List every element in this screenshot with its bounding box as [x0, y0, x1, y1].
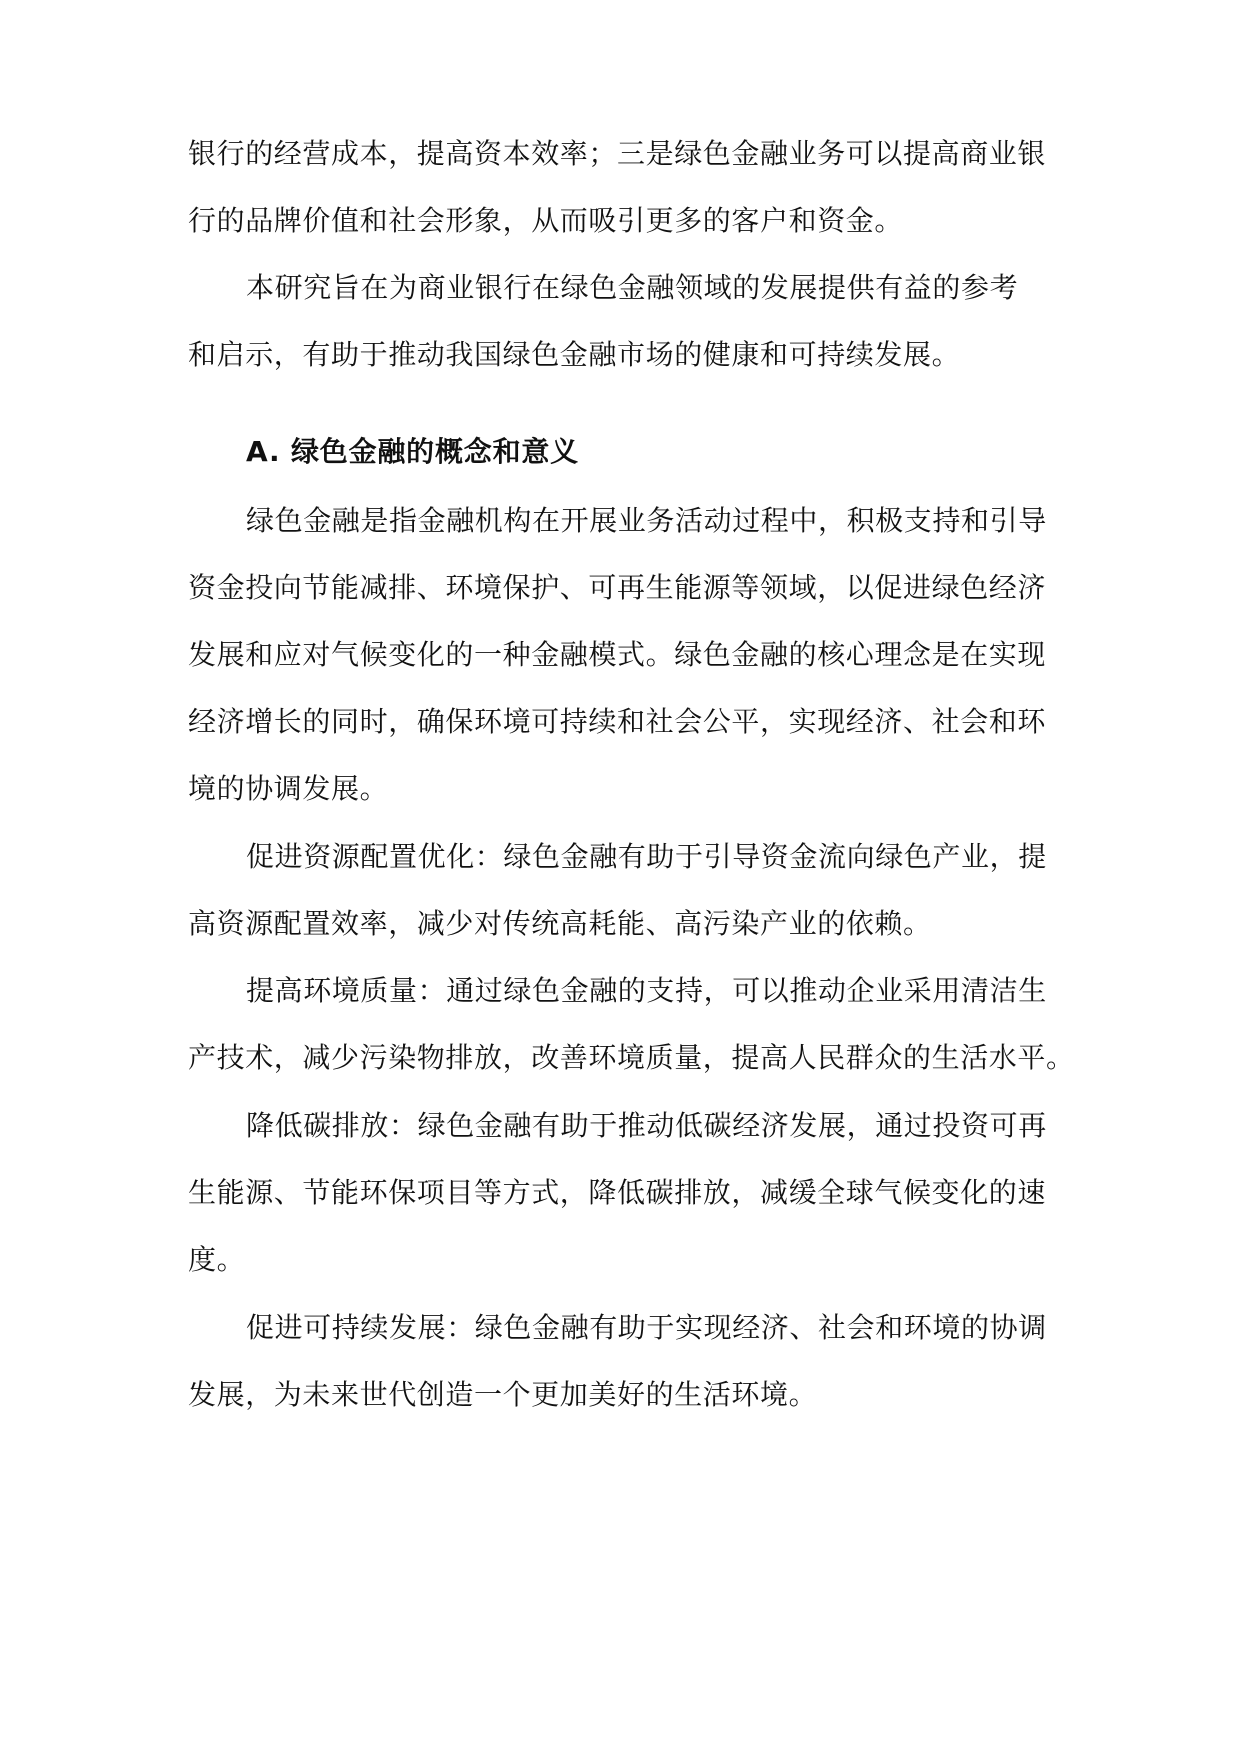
- paragraph-line: 降低碳排放：绿色金融有助于推动低碳经济发展，通过投资可再: [246, 1109, 1047, 1142]
- paragraph-line: 高资源配置效率，减少对传统高耗能、高污染产业的依赖。: [188, 907, 932, 940]
- section-heading: A. 绿色金融的概念和意义: [246, 435, 579, 468]
- paragraph-line: 促进资源配置优化：绿色金融有助于引导资金流向绿色产业，提: [246, 840, 1047, 873]
- paragraph-line: 资金投向节能减排、环境保护、可再生能源等领域，以促进绿色经济: [188, 571, 1047, 604]
- paragraph-line: 银行的经营成本，提高资本效率；三是绿色金融业务可以提高商业银: [188, 137, 1047, 170]
- paragraph-line: 促进可持续发展：绿色金融有助于实现经济、社会和环境的协调: [246, 1311, 1047, 1344]
- paragraph-line: 行的品牌价值和社会形象，从而吸引更多的客户和资金。: [188, 204, 904, 237]
- paragraph-line: 发展，为未来世代创造一个更加美好的生活环境。: [188, 1378, 818, 1411]
- paragraph-line: 和启示，有助于推动我国绿色金融市场的健康和可持续发展。: [188, 338, 961, 371]
- paragraph-line: 提高环境质量：通过绿色金融的支持，可以推动企业采用清洁生: [246, 974, 1047, 1007]
- document-page: [188, 0, 1075, 1754]
- paragraph-line: 发展和应对气候变化的一种金融模式。绿色金融的核心理念是在实现: [188, 638, 1047, 671]
- paragraph-line: 本研究旨在为商业银行在绿色金融领域的发展提供有益的参考: [246, 271, 1019, 304]
- paragraph-line: 绿色金融是指金融机构在开展业务活动过程中，积极支持和引导: [246, 504, 1047, 537]
- paragraph-line: 度。: [188, 1243, 246, 1276]
- paragraph-line: 经济增长的同时，确保环境可持续和社会公平，实现经济、社会和环: [188, 705, 1047, 738]
- paragraph-line: 产技术，减少污染物排放，改善环境质量，提高人民群众的生活水平。: [188, 1041, 1075, 1074]
- paragraph-line: 境的协调发展。: [188, 772, 389, 805]
- paragraph-line: 生能源、节能环保项目等方式，降低碳排放，减缓全球气候变化的速: [188, 1176, 1047, 1209]
